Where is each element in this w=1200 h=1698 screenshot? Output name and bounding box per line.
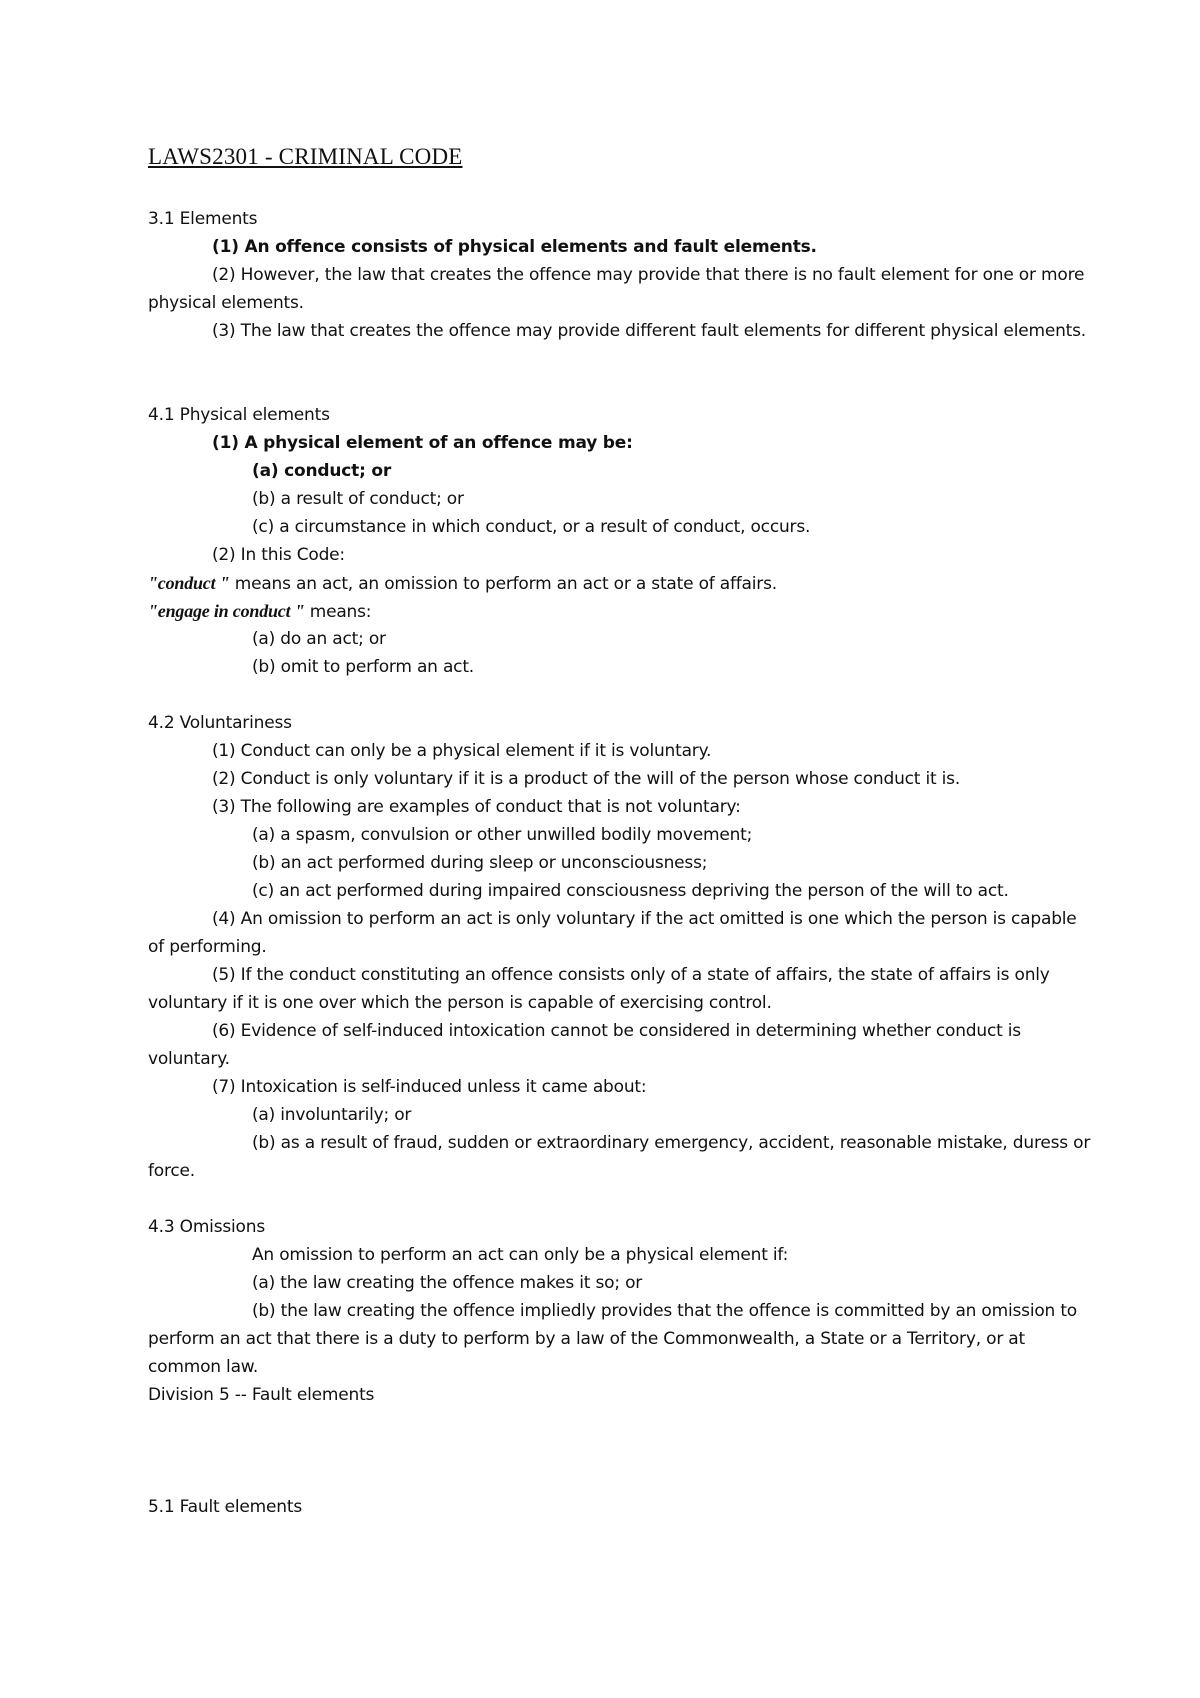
defined-term: "engage in conduct ": [148, 601, 305, 621]
definition-text: means an act, an omission to perform an act or a state of affairs.: [229, 574, 777, 594]
clause-line: (b) an act performed during sleep or unconsciousness;: [252, 853, 708, 873]
clause-line: common law.: [148, 1357, 259, 1377]
clause-line: (2) In this Code:: [212, 545, 345, 565]
section-heading: 5.1 Fault elements: [148, 1497, 302, 1517]
clause-line: (b) the law creating the offence impliedly provides that the offence is committed by an omission to: [252, 1301, 1078, 1321]
clause-line: physical elements.: [148, 293, 304, 313]
clause-line: voluntary.: [148, 1049, 230, 1069]
clause-line: (1) Conduct can only be a physical element if it is voluntary.: [212, 741, 712, 761]
clause-line: (1) A physical element of an offence may be:: [212, 433, 633, 453]
clause-line: perform an act that there is a duty to perform by a law of the Commonwealth, a State or a Territory, or at: [148, 1329, 1025, 1349]
clause-line: (a) do an act; or: [252, 629, 386, 649]
clause-line: (a) the law creating the offence makes it so; or: [252, 1273, 643, 1293]
clause-line: (c) an act performed during impaired consciousness depriving the person of the will to act.: [252, 881, 1009, 901]
clause-line: (3) The law that creates the offence may provide different fault elements for different physical elements.: [212, 321, 1086, 341]
section-heading: 3.1 Elements: [148, 209, 258, 229]
defined-term: "conduct ": [148, 573, 230, 593]
clause-line: An omission to perform an act can only be a physical element if:: [252, 1245, 789, 1265]
clause-line: (4) An omission to perform an act is only voluntary if the act omitted is one which the person is capable: [212, 909, 1077, 929]
clause-line: (b) a result of conduct; or: [252, 489, 464, 509]
clause-line: (5) If the conduct constituting an offence consists only of a state of affairs, the state of affairs is only: [212, 965, 1050, 985]
clause-line: (b) omit to perform an act.: [252, 657, 474, 677]
clause-line: (a) a spasm, convulsion or other unwilled bodily movement;: [252, 825, 753, 845]
clause-line: (6) Evidence of self-induced intoxication cannot be considered in determining whether conduct is: [212, 1021, 1021, 1041]
clause-line: (2) Conduct is only voluntary if it is a product of the will of the person whose conduct it is.: [212, 769, 961, 789]
clause-line: voluntary if it is one over which the person is capable of exercising control.: [148, 993, 772, 1013]
clause-line: (2) However, the law that creates the offence may provide that there is no fault element for one or more: [212, 265, 1085, 285]
definition-line: [148, 572, 777, 595]
clause-line: (3) The following are examples of conduct that is not voluntary:: [212, 797, 741, 817]
clause-line: (7) Intoxication is self-induced unless it came about:: [212, 1077, 647, 1097]
clause-line: force.: [148, 1161, 196, 1181]
clause-line: (1) An offence consists of physical elements and fault elements.: [212, 237, 817, 257]
division-heading: Division 5 -- Fault elements: [148, 1385, 375, 1405]
clause-line: (b) as a result of fraud, sudden or extraordinary emergency, accident, reasonable mistake, duress or: [252, 1133, 1091, 1153]
section-heading: 4.3 Omissions: [148, 1217, 265, 1237]
clause-line: (a) conduct; or: [252, 461, 392, 481]
clause-line: (a) involuntarily; or: [252, 1105, 412, 1125]
clause-line: (c) a circumstance in which conduct, or a result of conduct, occurs.: [252, 517, 811, 537]
definition-text: means:: [304, 602, 372, 622]
document-title: LAWS2301 - CRIMINAL CODE: [148, 144, 463, 169]
section-heading: 4.2 Voluntariness: [148, 713, 292, 733]
clause-line: of performing.: [148, 937, 267, 957]
section-heading: 4.1 Physical elements: [148, 405, 330, 425]
definition-line: [148, 600, 371, 623]
